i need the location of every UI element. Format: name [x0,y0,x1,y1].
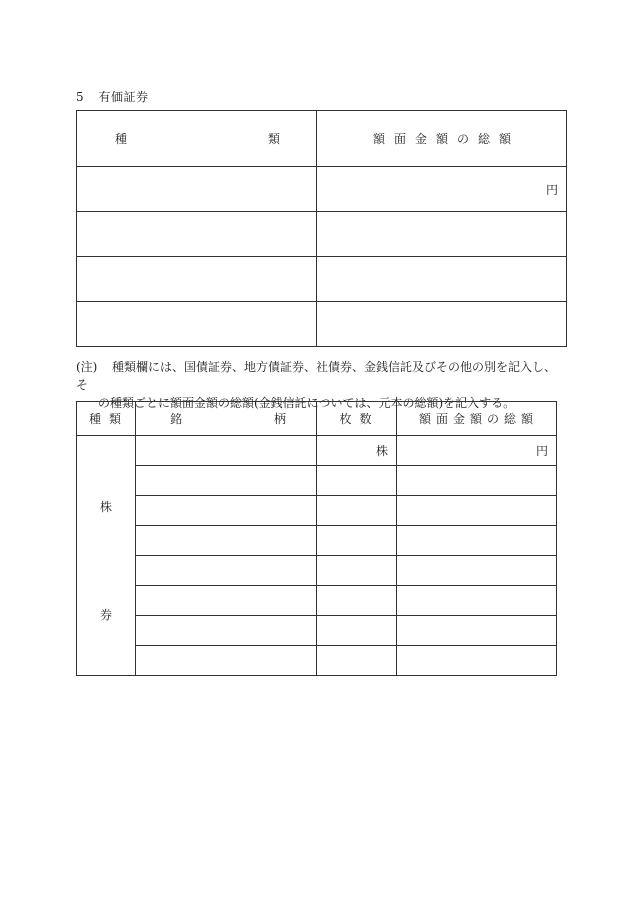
total-input-cell[interactable] [397,586,557,616]
header-brand-cell [136,402,317,436]
table-row [77,436,557,466]
stock-kind-cell [77,436,136,676]
stock-label-bottom: 券 [99,608,112,622]
note-label: (注) [76,360,98,374]
brand-input-cell[interactable] [136,616,317,646]
note-line-2: の種類ごとに額面金額の総額(金銭信託については、元本の総額)を記入する。 [98,396,516,410]
table-row [77,496,557,526]
total-input-cell[interactable] [397,646,557,676]
table-row [77,616,557,646]
total-input-cell[interactable] [317,167,567,212]
count-unit: 株 [375,444,388,458]
brand-input-cell[interactable] [136,436,317,466]
count-input-cell[interactable] [317,556,397,586]
header-kind-cell [77,111,317,167]
table-header-row [77,402,557,436]
total-input-cell[interactable] [397,616,557,646]
kind-input-cell[interactable] [77,212,317,257]
total-input-cell[interactable] [317,302,567,347]
brand-input-cell[interactable] [136,646,317,676]
table-row [77,646,557,676]
table-row [77,167,567,212]
total-input-cell[interactable] [397,526,557,556]
count-input-cell[interactable] [317,526,397,556]
count-input-cell[interactable] [317,616,397,646]
header-brand-right: 柄 [273,412,286,426]
total-input-cell[interactable] [397,556,557,586]
yen-unit: 円 [535,444,548,458]
yen-unit: 円 [545,182,558,197]
brand-input-cell[interactable] [136,526,317,556]
total-input-cell[interactable] [397,496,557,526]
total-input-cell[interactable] [397,466,557,496]
header-total-cell: 額面金額の総額 [397,402,557,436]
note-line-1: 種類欄には、国債証券、地方債証券、社債券、金銭信託及びその他の別を記入し、そ [76,360,557,392]
table-row [77,526,557,556]
brand-input-cell[interactable] [136,466,317,496]
table-row [77,257,567,302]
section-number: 5 [76,90,85,104]
brand-input-cell[interactable] [136,586,317,616]
table-row [77,212,567,257]
count-input-cell[interactable] [317,496,397,526]
header-count-cell: 枚数 [317,402,397,436]
header-kind-left: 種 [115,132,128,146]
table-row [77,586,557,616]
table-row [77,556,557,586]
total-input-cell[interactable] [317,212,567,257]
count-input-cell[interactable] [317,646,397,676]
section-heading [76,88,148,105]
kind-input-cell[interactable] [77,257,317,302]
kind-input-cell[interactable] [77,167,317,212]
count-input-cell[interactable] [317,586,397,616]
section-title: 有価証券 [98,90,149,104]
stock-label-top: 株 [99,500,112,514]
table-row [77,466,557,496]
header-brand-left: 銘 [170,412,183,426]
total-input-cell[interactable] [397,436,557,466]
count-input-cell[interactable] [317,466,397,496]
stock-table [76,401,557,676]
header-kind-cell: 種類 [77,402,136,436]
header-kind-right: 類 [267,132,280,146]
header-total-cell: 額面金額の総額 [317,111,567,167]
brand-input-cell[interactable] [136,556,317,586]
brand-input-cell[interactable] [136,496,317,526]
table-row [77,302,567,347]
total-input-cell[interactable] [317,257,567,302]
count-input-cell[interactable] [317,436,397,466]
securities-summary-table [76,110,567,347]
kind-input-cell[interactable] [77,302,317,347]
table-header-row [77,111,567,167]
